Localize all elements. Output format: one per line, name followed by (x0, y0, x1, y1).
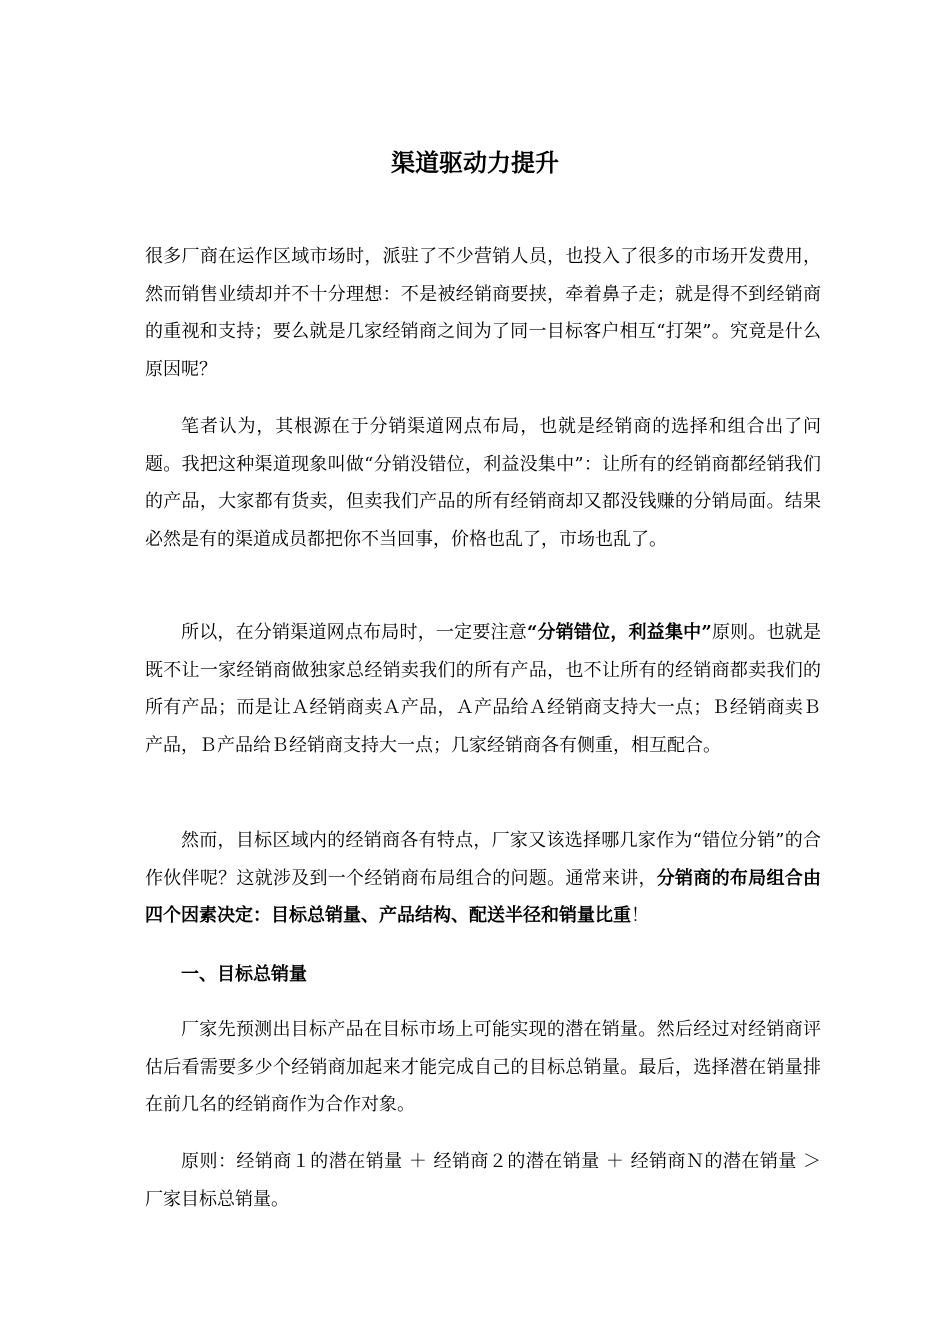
paragraph-target-sales: 厂家先预测出目标产品在目标市场上可能实现的潜在销量。然后经过对经销商评估后看需要多少个经销商加起来才能完成自己的目标总销量。最后，选择潜在销量排在前几名的经销商作为合作对象。 (145, 1019, 821, 1115)
paragraph-root-cause: 笔者认为，其根源在于分销渠道网点布局，也就是经销商的选择和组合出了问题。我把这种渠道现象叫做“分销没错位，利益没集中”：让所有的经销商都经销我们的产品，大家都有货卖，但卖我们产品的所有经销商却又都没钱赚的分销局面。结果必然是有的渠道成员都把你不当回事，价格也乱了，市场也乱了。 (145, 416, 821, 550)
principle-highlight: “分销错位，利益集中” (526, 622, 712, 643)
paragraph-factors (145, 822, 821, 935)
factors-text-before: 然而，目标区域内的经销商各有特点，厂家又该选择哪几家作为“错位分销”的合作伙伴呢？这就涉及到一个经销商布局组合的问题。通常来讲， (145, 830, 821, 889)
paragraph-intro: 很多厂商在运作区域市场时，派驻了不少营销人员，也投入了很多的市场开发费用，然而销售业绩却并不十分理想：不是被经销商要挟，牵着鼻子走；就是得不到经销商的重视和支持；要么就是几家经销商之间为了同一目标客户相互“打架”。究竟是什么原因呢？ (145, 246, 821, 380)
paragraph-rule: 原则：经销商１的潜在销量 ＋ 经销商２的潜在销量 ＋ 经销商Ｎ的潜在销量 ＞ 厂家目标总销量。 (145, 1151, 821, 1210)
principle-text-after: 原则。也就是既不让一家经销商做独家总经销卖我们的所有产品，也不让所有的经销商都卖我们的所有产品；而是让Ａ经销商卖Ａ产品，Ａ产品给Ａ经销商支持大一点；Ｂ经销商卖Ｂ产品，Ｂ产品给Ｂ经销商支持大一点；几家经销商各有侧重，相互配合。 (145, 622, 821, 756)
factors-text-after: ！ (631, 905, 649, 926)
factors-highlight: 分销商的布局组合由四个因素决定：目标总销量、产品结构、配送半径和销量比重 (145, 867, 822, 926)
paragraph-principle (145, 614, 821, 764)
section-heading-target-sales: 一、目标总销量 (181, 964, 307, 985)
principle-text-before: 所以，在分销渠道网点布局时，一定要注意 (181, 622, 527, 643)
document-title: 渠道驱动力提升 (391, 148, 559, 177)
